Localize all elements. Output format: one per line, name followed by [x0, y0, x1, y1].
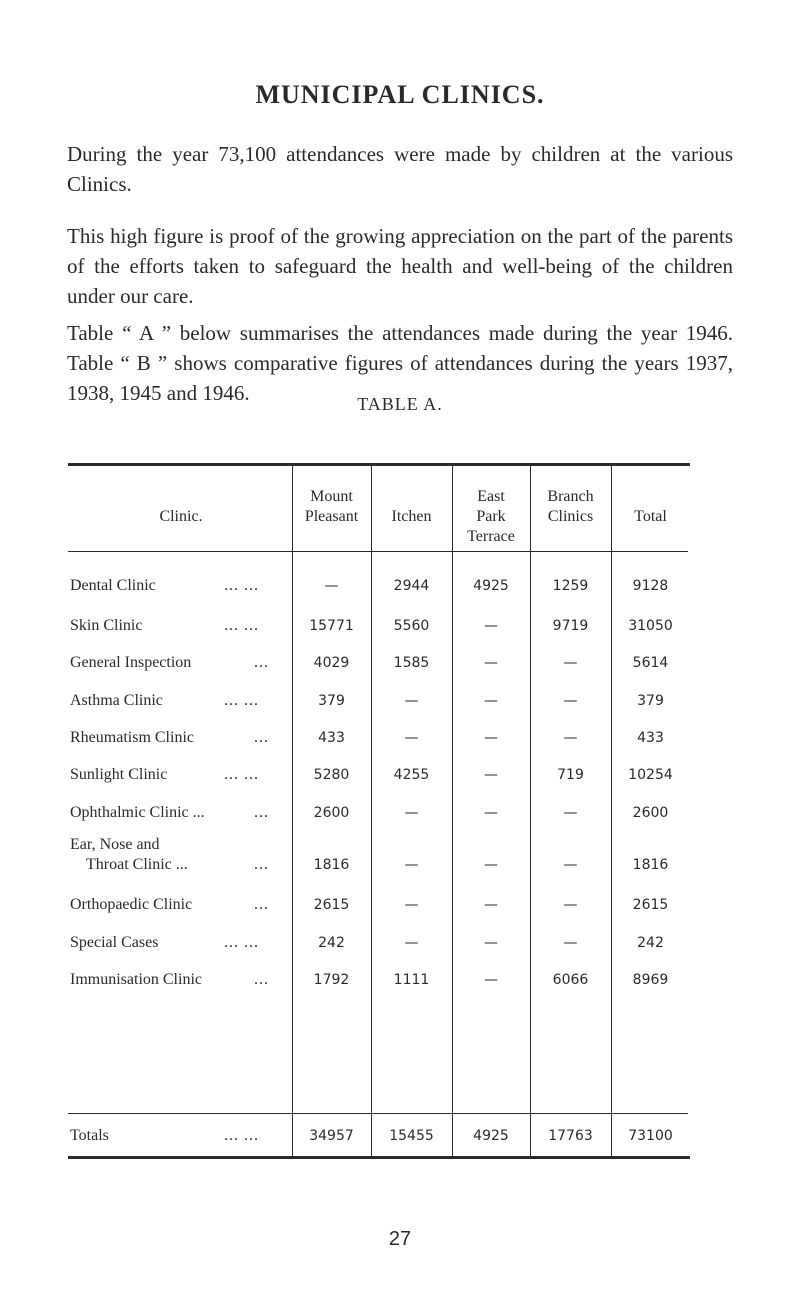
cell-itchen: 5560 — [393, 618, 430, 634]
cell-itchen: — — [404, 897, 419, 913]
row-label: Sunlight Clinic — [70, 766, 168, 783]
cell-itchen: 1585 — [393, 655, 430, 671]
cell-branch: 1259 — [552, 578, 589, 594]
cell-east: — — [484, 767, 498, 783]
cell-total: 10254 — [628, 767, 673, 783]
row-label: Skin Clinic — [70, 617, 143, 634]
cell-mount: 15771 — [309, 618, 354, 634]
cell-mount: 433 — [318, 730, 345, 746]
header-clinic: Clinic. — [159, 508, 203, 525]
cell-mount: 242 — [318, 935, 345, 951]
row-label: Rheumatism Clinic — [70, 729, 194, 746]
cell-mount: — — [324, 578, 339, 594]
row-label: Ophthalmic Clinic ... — [70, 804, 205, 821]
cell-itchen: — — [404, 935, 419, 951]
cell-total: 9128 — [632, 578, 669, 594]
cell-itchen: — — [404, 857, 419, 873]
table-bottom-rule — [68, 1156, 690, 1159]
row-label: General Inspection — [70, 654, 192, 671]
cell-mount: 4029 — [313, 655, 350, 671]
row-label: Ear, Nose and — [70, 836, 160, 853]
paragraph-table-summary: Table “ A ” below summarises the attendances made during the year 1946. Table “ B ” shows comparative figures of attendances during the years 1937, 1938, 1945 and 1946. — [67, 321, 733, 405]
paragraph-attendances: During the year 73,100 attendances were made by children at the various Clinics. — [67, 142, 733, 196]
header-branch-line2: Clinics — [547, 508, 594, 525]
cell-mount: 2615 — [313, 897, 350, 913]
cell-total: 8969 — [632, 972, 669, 988]
cell-itchen: — — [404, 805, 419, 821]
leader-dots: ... ... — [224, 692, 259, 709]
cell-total: 1816 — [632, 857, 669, 873]
header-east-line3: Terrace — [467, 528, 515, 545]
table-caption: TABLE A. — [357, 394, 443, 414]
header-east-line2: Park — [476, 508, 506, 525]
cell-branch: — — [563, 655, 578, 671]
page-title: MUNICIPAL CLINICS. — [255, 80, 545, 109]
cell-east: — — [484, 655, 498, 671]
paragraph-appreciation: This high figure is proof of the growing appreciation on the part of the parents of the efforts taken to safeguard the health and well-being of the children under our care. — [67, 224, 733, 308]
cell-branch: — — [563, 935, 578, 951]
cell-total: 379 — [637, 693, 664, 709]
leader-dots: ... ... — [224, 617, 259, 634]
leader-dots: ... — [254, 896, 269, 913]
row-label: Dental Clinic — [70, 577, 156, 594]
row-label: Asthma Clinic — [70, 692, 163, 709]
cell-total: 2615 — [632, 897, 669, 913]
cell-branch: 17763 — [548, 1128, 593, 1144]
header-mount-line2: Pleasant — [304, 508, 359, 525]
leader-dots: ... — [254, 804, 269, 821]
header-east-line1: East — [477, 488, 505, 505]
header-mount-line1: Mount — [310, 488, 353, 505]
header-itchen: Itchen — [391, 508, 432, 525]
cell-branch: — — [563, 857, 578, 873]
cell-total: 5614 — [632, 655, 669, 671]
cell-itchen: 1111 — [393, 972, 430, 988]
header-divider — [68, 551, 688, 552]
cell-east: — — [484, 935, 498, 951]
cell-east: 4925 — [473, 1128, 509, 1144]
leader-dots: ... — [254, 729, 269, 746]
leader-dots: ... ... — [224, 577, 259, 594]
header-mount-pleasant — [292, 487, 371, 527]
row-label-continued: Throat Clinic ... — [86, 856, 188, 873]
header-branch-line1: Branch — [547, 488, 594, 505]
cell-east: — — [484, 805, 498, 821]
cell-mount: 1816 — [313, 857, 350, 873]
totals-divider — [68, 1113, 688, 1114]
cell-east: — — [484, 857, 498, 873]
header-branch-clinics — [530, 487, 611, 527]
row-label: Totals — [70, 1127, 109, 1144]
cell-branch: — — [563, 693, 578, 709]
cell-total: 242 — [637, 935, 664, 951]
cell-mount: 2600 — [313, 805, 350, 821]
cell-itchen: — — [404, 730, 419, 746]
cell-itchen: — — [404, 693, 419, 709]
cell-total: 31050 — [628, 618, 673, 634]
cell-total: 73100 — [628, 1128, 673, 1144]
cell-branch: — — [563, 730, 578, 746]
cell-east: 4925 — [473, 578, 509, 594]
cell-itchen: 4255 — [393, 767, 430, 783]
leader-dots: ... ... — [224, 766, 259, 783]
cell-mount: 34957 — [309, 1128, 354, 1144]
cell-total: 2600 — [632, 805, 669, 821]
cell-branch: 719 — [557, 767, 584, 783]
cell-mount: 5280 — [313, 767, 350, 783]
cell-east: — — [484, 730, 498, 746]
cell-branch: — — [563, 805, 578, 821]
cell-branch: 6066 — [552, 972, 589, 988]
header-east-park-terrace — [452, 487, 530, 547]
leader-dots: ... ... — [224, 934, 259, 951]
leader-dots: ... — [254, 654, 269, 671]
leader-dots: ... ... — [224, 1127, 259, 1144]
cell-mount: 1792 — [313, 972, 350, 988]
cell-branch: 9719 — [552, 618, 589, 634]
cell-branch: — — [563, 897, 578, 913]
row-label: Orthopaedic Clinic — [70, 896, 193, 913]
cell-east: — — [484, 972, 498, 988]
cell-itchen: 2944 — [393, 578, 430, 594]
table-top-rule — [68, 463, 690, 466]
row-label: Immunisation Clinic — [70, 971, 202, 988]
row-label: Special Cases — [70, 934, 159, 951]
cell-east: — — [484, 897, 498, 913]
leader-dots: ... — [254, 856, 269, 873]
cell-east: — — [484, 618, 498, 634]
cell-total: 433 — [637, 730, 664, 746]
header-total: Total — [634, 508, 667, 525]
cell-mount: 379 — [318, 693, 345, 709]
cell-east: — — [484, 693, 498, 709]
page-number: 27 — [388, 1228, 412, 1250]
cell-itchen: 15455 — [389, 1128, 434, 1144]
leader-dots: ... — [254, 971, 269, 988]
